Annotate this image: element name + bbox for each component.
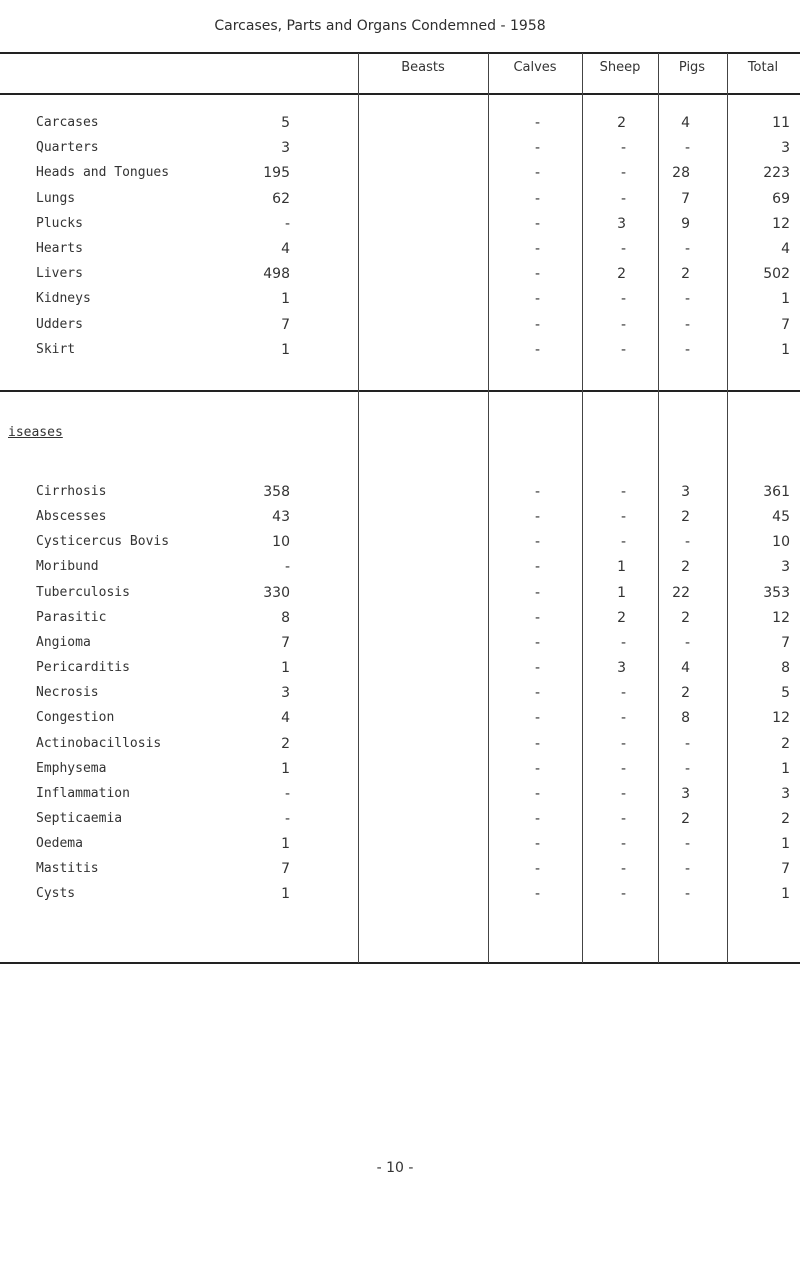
table-cell: -: [620, 810, 626, 827]
table-cell: 22: [672, 584, 690, 601]
table-cell: 1: [281, 291, 290, 308]
table-cell: 4: [681, 660, 690, 677]
table-cell: -: [684, 861, 690, 878]
table-cell: 3: [281, 685, 290, 702]
table-cell: -: [620, 735, 626, 752]
table-cell: 7: [781, 634, 790, 651]
table-cell: -: [620, 785, 626, 802]
table-cell: -: [534, 735, 540, 752]
row-label: Cirrhosis: [36, 484, 107, 499]
table-cell: 330: [263, 584, 290, 601]
table-cell: -: [620, 886, 626, 903]
row-label: Carcases: [36, 115, 99, 130]
row-label: Hearts: [36, 241, 83, 256]
row-label: Congestion: [36, 710, 115, 726]
table-cell: 1: [281, 886, 290, 903]
table-cell: -: [620, 140, 626, 157]
table-cell: -: [534, 165, 540, 182]
header-bottom-rule: [0, 93, 800, 95]
row-label: Pericarditis: [36, 660, 130, 676]
table-cell: 4: [281, 241, 290, 257]
table-cell: 3: [681, 785, 690, 802]
row-label: Necrosis: [36, 685, 99, 701]
row-label: Inflammation: [36, 785, 130, 801]
row-label: Emphysema: [36, 760, 107, 776]
table-cell: 3: [781, 140, 790, 157]
row-label: Angioma: [36, 634, 91, 650]
table-cell: 7: [281, 316, 290, 333]
table-cell: -: [620, 836, 626, 853]
table-cell: 358: [263, 484, 290, 500]
table-cell: 7: [781, 861, 790, 878]
section-heading: iseases: [8, 425, 63, 440]
row-label: Skirt: [36, 341, 76, 357]
table-top-rule: [0, 52, 800, 54]
table-cell: -: [684, 735, 690, 752]
table-cell: -: [284, 810, 290, 827]
table-cell: -: [620, 861, 626, 878]
table-cell: -: [534, 660, 540, 677]
table-cell: 4: [781, 241, 790, 257]
table-cell: -: [534, 140, 540, 157]
table-cell: 223: [763, 165, 790, 182]
section-divider-rule: [0, 390, 800, 392]
table-cell: 1: [281, 660, 290, 677]
table-cell: 4: [681, 115, 690, 131]
table-cell: -: [284, 215, 290, 232]
table-cell: -: [620, 710, 626, 727]
table-cell: 28: [672, 165, 690, 182]
table-cell: -: [534, 710, 540, 727]
table-cell: -: [684, 341, 690, 358]
column-header: Pigs: [678, 60, 706, 75]
table-cell: 3: [281, 140, 290, 157]
table-cell: 3: [617, 660, 626, 677]
table-cell: -: [534, 886, 540, 903]
table-cell: 195: [263, 165, 290, 182]
column-header: Calves: [513, 60, 557, 75]
table-cell: 69: [772, 190, 790, 207]
table-cell: 2: [681, 509, 690, 526]
table-cell: -: [284, 785, 290, 802]
table-cell: -: [534, 215, 540, 232]
table-cell: 1: [781, 760, 790, 777]
table-cell: -: [534, 685, 540, 702]
row-label: Cysticercus Bovis: [36, 534, 170, 550]
row-label: Udders: [36, 316, 83, 332]
row-label: Parasitic: [36, 609, 107, 625]
table-cell: -: [534, 115, 540, 131]
table-cell: -: [534, 609, 540, 626]
table-cell: -: [534, 241, 540, 257]
table-cell: 45: [772, 509, 790, 526]
table-cell: -: [284, 559, 290, 576]
table-cell: -: [684, 241, 690, 257]
table-cell: 12: [772, 215, 790, 232]
table-cell: 43: [272, 509, 290, 526]
table-cell: 353: [763, 584, 790, 601]
table-cell: 2: [681, 810, 690, 827]
table-cell: -: [684, 886, 690, 903]
row-label: Heads and Tongues: [36, 165, 170, 181]
page-title: Carcases, Parts and Organs Condemned - 1958: [214, 18, 546, 34]
column-header: Sheep: [599, 60, 641, 75]
table-cell: 7: [281, 861, 290, 878]
table-cell: -: [534, 634, 540, 651]
table-cell: 3: [681, 484, 690, 500]
table-cell: 2: [617, 115, 626, 131]
table-cell: 10: [272, 534, 290, 551]
table-cell: -: [534, 341, 540, 358]
table-cell: -: [684, 634, 690, 651]
row-label: Oedema: [36, 836, 83, 852]
table-cell: -: [534, 190, 540, 207]
table-cell: 5: [781, 685, 790, 702]
table-cell: 8: [681, 710, 690, 727]
table-cell: 1: [781, 836, 790, 853]
table-cell: 3: [617, 215, 626, 232]
table-cell: 1: [281, 760, 290, 777]
table-cell: 4: [281, 710, 290, 727]
table-cell: -: [684, 140, 690, 157]
table-cell: -: [620, 760, 626, 777]
row-label: Septicaemia: [36, 810, 123, 826]
column-header: Beasts: [401, 60, 445, 75]
table-cell: 11: [772, 115, 790, 131]
table-cell: -: [620, 241, 626, 257]
table-cell: 2: [681, 559, 690, 576]
table-cell: 1: [781, 291, 790, 308]
page-number: - 10 -: [376, 1160, 414, 1176]
table-cell: 498: [263, 266, 290, 283]
table-cell: 8: [781, 660, 790, 677]
row-label: Plucks: [36, 215, 83, 231]
table-cell: -: [620, 685, 626, 702]
table-cell: 1: [781, 886, 790, 903]
table-cell: -: [684, 836, 690, 853]
table-cell: -: [534, 785, 540, 802]
table-cell: 9: [681, 215, 690, 232]
row-label: Actinobacillosis: [36, 735, 162, 751]
table-cell: 7: [281, 634, 290, 651]
table-cell: -: [684, 760, 690, 777]
table-cell: 12: [772, 710, 790, 727]
table-cell: 5: [281, 115, 290, 131]
table-cell: 7: [681, 190, 690, 207]
table-cell: 62: [272, 190, 290, 207]
row-label: Cysts: [36, 886, 76, 902]
table-cell: -: [534, 760, 540, 777]
table-cell: -: [684, 291, 690, 308]
table-cell: -: [534, 291, 540, 308]
row-label: Moribund: [36, 559, 99, 575]
column-header: Total: [747, 60, 779, 75]
table-cell: -: [620, 509, 626, 526]
table-cell: -: [684, 534, 690, 551]
row-label: Tuberculosis: [36, 584, 130, 600]
table-cell: 2: [617, 609, 626, 626]
table-cell: -: [620, 484, 626, 500]
table-cell: -: [620, 190, 626, 207]
table-cell: 1: [617, 584, 626, 601]
table-cell: 2: [781, 735, 790, 752]
table-cell: 2: [781, 810, 790, 827]
table-cell: 10: [772, 534, 790, 551]
row-label: Quarters: [36, 140, 99, 156]
table-cell: -: [534, 861, 540, 878]
table-cell: -: [620, 634, 626, 651]
table-cell: -: [534, 810, 540, 827]
table-cell: -: [534, 316, 540, 333]
table-cell: -: [534, 509, 540, 526]
table-cell: 2: [681, 609, 690, 626]
table-cell: 2: [681, 685, 690, 702]
table-cell: 1: [781, 341, 790, 358]
table-cell: -: [620, 534, 626, 551]
table-cell: 2: [617, 266, 626, 283]
table-cell: 361: [763, 484, 790, 500]
row-label: Livers: [36, 266, 83, 282]
table-cell: 3: [781, 785, 790, 802]
table-bottom-rule: [0, 962, 800, 964]
table-cell: 3: [781, 559, 790, 576]
column-divider: [358, 53, 359, 963]
table-cell: -: [534, 534, 540, 551]
table-cell: -: [620, 316, 626, 333]
table-cell: 1: [281, 341, 290, 358]
table-cell: 7: [781, 316, 790, 333]
table-cell: 1: [281, 836, 290, 853]
table-cell: 2: [281, 735, 290, 752]
table-cell: -: [534, 484, 540, 500]
table-cell: 2: [681, 266, 690, 283]
table-cell: -: [534, 559, 540, 576]
row-label: Lungs: [36, 190, 76, 206]
table-cell: -: [534, 266, 540, 283]
table-cell: 1: [617, 559, 626, 576]
table-cell: -: [534, 836, 540, 853]
table-cell: -: [620, 291, 626, 308]
table-cell: -: [684, 316, 690, 333]
row-label: Abscesses: [36, 509, 107, 525]
table-cell: 8: [281, 609, 290, 626]
table-cell: 12: [772, 609, 790, 626]
row-label: Mastitis: [36, 861, 99, 877]
table-cell: 502: [763, 266, 790, 283]
table-cell: -: [534, 584, 540, 601]
table-cell: -: [620, 341, 626, 358]
table-cell: -: [620, 165, 626, 182]
row-label: Kidneys: [36, 291, 91, 307]
